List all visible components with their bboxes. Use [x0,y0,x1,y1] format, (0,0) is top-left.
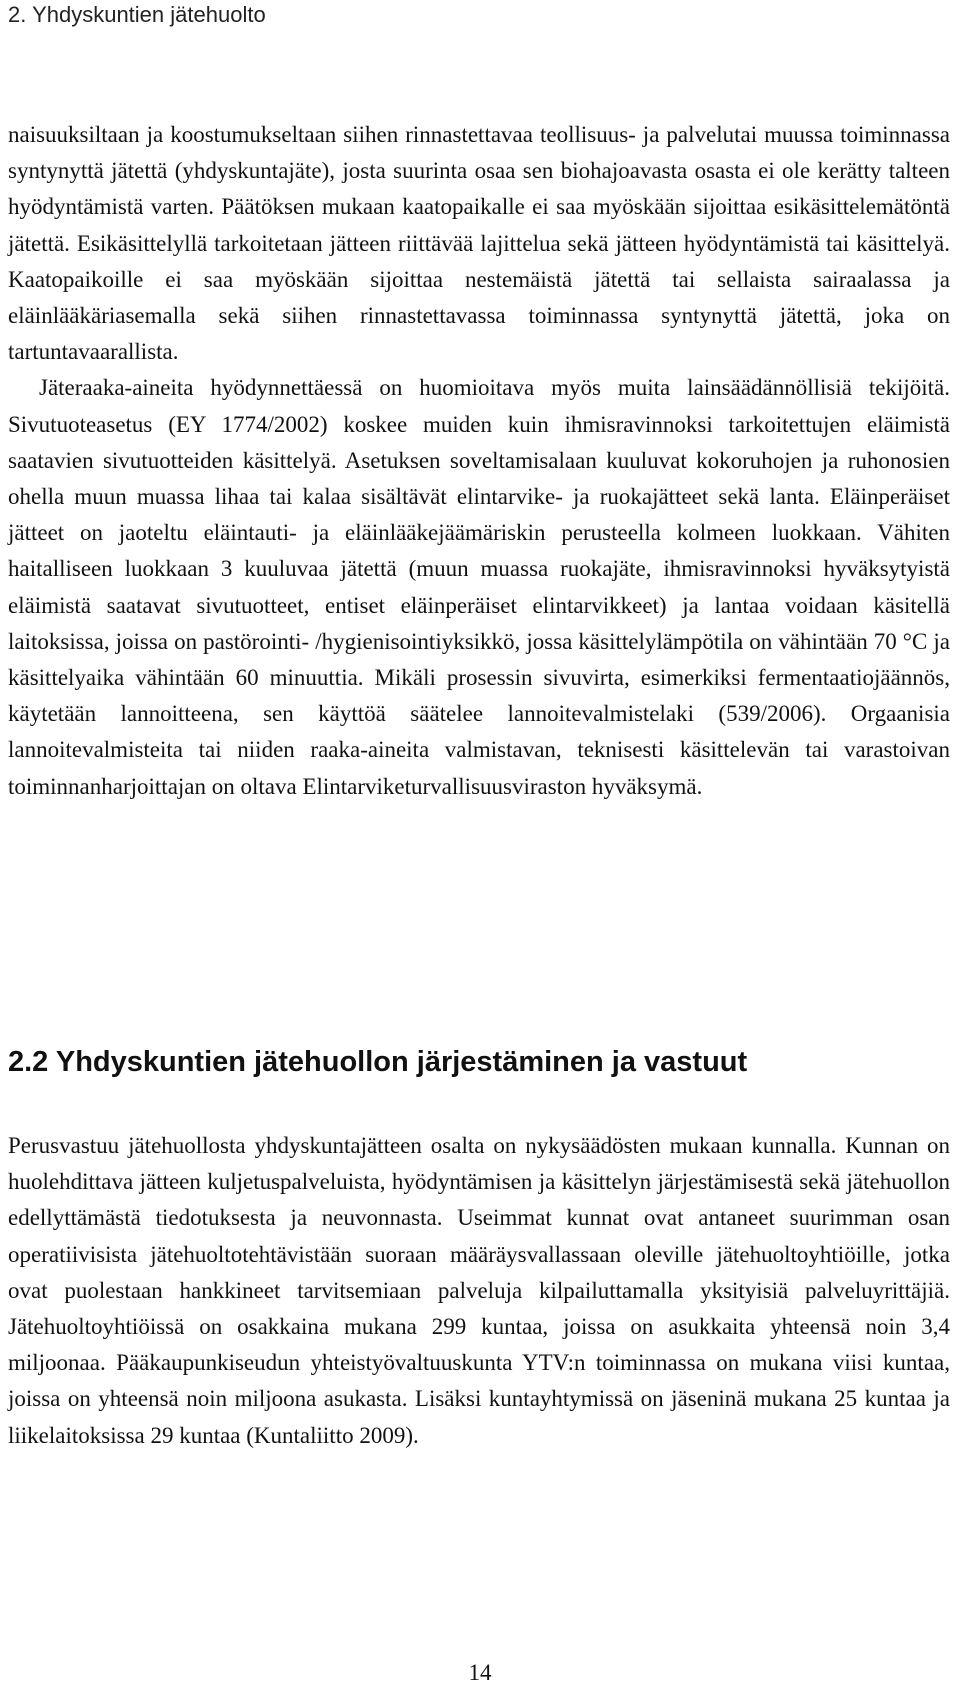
paragraph: Perusvastuu jätehuollosta yhdyskuntajätteen osalta on nykysäädösten mukaan kunnalla. Kunnan on huolehdittava jätteen kuljetuspalveluista, hyödyntämisen ja käsittelyn järjestämisestä sekä jätehuollon edellyttämästä tiedotuksesta ja neuvonnasta. Useimmat kunnat ovat antaneet suurimman osan operatiivisista jätehuoltotehtävistään suoraan määräysvallassaan oleville jätehuoltoyhtiöille, jotka ovat puolestaan hankkineet tarvitsemiaan palveluja kilpailuttamalla yksityisiä palveluyrittäjiä. Jätehuoltoyhtiöissä on osakkaina mukana 299 kuntaa, joissa on asukkaita yhteensä noin 3,4 miljoonaa. Pääkaupunkiseudun yhteistyövaltuuskunta YTV:n toiminnassa on mukana viisi kuntaa, joissa on yhteensä noin miljoona asukasta. Lisäksi kuntayhtymissä on jäseninä mukana 25 kuntaa ja liikelaitoksissa 29 kuntaa (Kuntaliitto 2009). [8,1133,950,1448]
running-header: 2. Yhdyskuntien jätehuolto [8,2,266,27]
section-heading: 2.2 Yhdyskuntien jätehuollon järjestäminen ja vastuut [8,1046,748,1078]
page-number: 14 [468,1660,492,1685]
paragraph: Jäteraaka-aineita hyödynnettäessä on huomioitava myös muita lainsäädännöllisiä tekijöitä. Sivutuoteasetus (EY 1774/2002) koskee muiden kuin ihmisravinnoksi tarkoitettujen eläimistä saatavien sivutuotteiden käsittelyä. Asetuksen soveltamisalaan kuuluvat kokoruhojen ja ruhonosien ohella muun muassa lihaa tai kalaa sisältävät elintarvike- ja ruokajätteet sekä lanta. Eläinperäiset jätteet on jaoteltu eläintauti- ja eläinlääkejäämäriskin perusteella kolmeen luokkaan. Vähiten haitalliseen luokkaan 3 kuuluvaa jätettä (muun muassa ruokajäte, ihmisravinnoksi hyväksytyistä eläimistä saatavat sivutuotteet, entiset eläinperäiset elintarvikkeet) ja lantaa voidaan käsitellä laitoksissa, joissa on pastörointi- /hygienisointiyksikkö, jossa käsittelylämpötila on vähintään 70 °C ja käsittelyaika vähintään 60 minuuttia. Mikäli prosessin sivuvirta, esimerkiksi fermentaatiojäännös, käytetään lannoitteena, sen käyttöä säätelee lannoitevalmistelaki (539/2006). Orgaanisia lannoitevalmisteita tai niiden raaka-aineita valmistavan, teknisesti käsittelevän tai varastoivan toiminnanharjoittajan on oltava Elintarviketurvallisuusviraston hyväksymä. [8,375,950,799]
body-text-section-2 [8,1128,950,1454]
paragraph: naisuuksiltaan ja koostumukseltaan siihen rinnastettavaa teollisuus- ja palvelutai muussa toiminnassa syntynyttä jätettä (yhdyskuntajäte), josta suurinta osaa sen biohajoavasta osasta ei ole kerätty talteen hyödyntämistä varten. Päätöksen mukaan kaatopaikalle ei saa myöskään sijoittaa esikäsittelemätöntä jätettä. Esikäsittelyllä tarkoitetaan jätteen riittävää lajittelua sekä jätteen hyödyntämistä tai käsittelyä. Kaatopaikoille ei saa myöskään sijoittaa nestemäistä jätettä tai sellaista sairaalassa ja eläinlääkäriasemalla sekä siihen rinnastettavassa toiminnassa syntynyttä jätettä, joka on tartuntavaarallista. [8,122,950,365]
body-text-section-1 [8,117,950,805]
